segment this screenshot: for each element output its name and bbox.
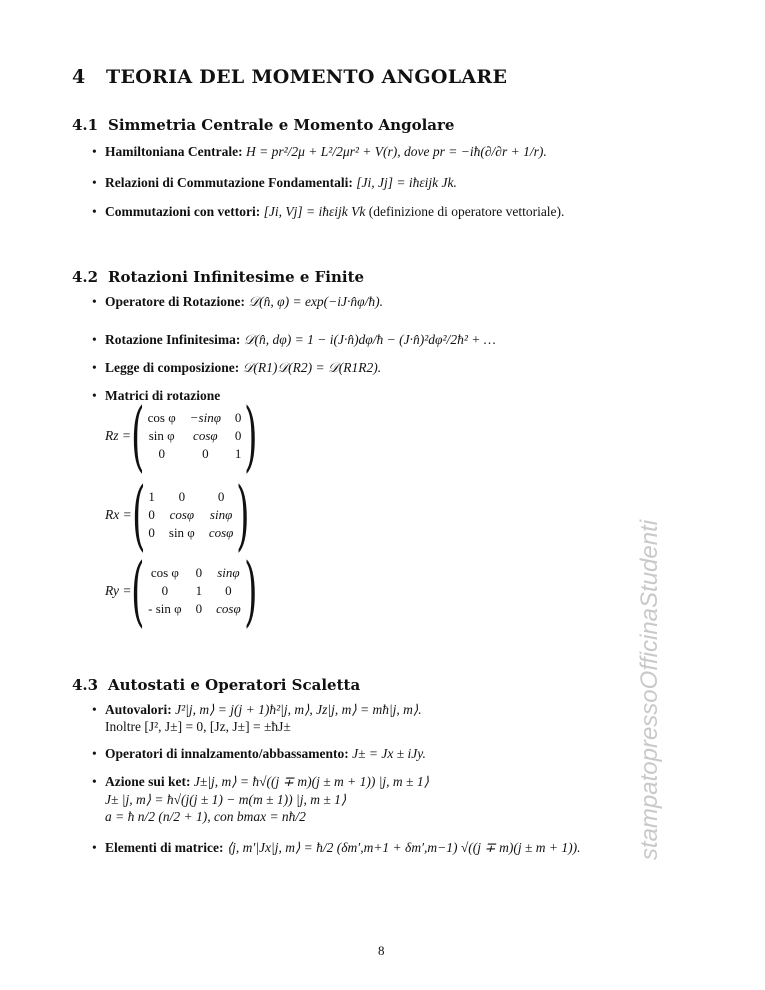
section-number: 4.2	[72, 268, 99, 286]
matrix-cell: 0	[178, 489, 186, 504]
item-label: Elementi di matrice:	[105, 840, 224, 855]
matrix-cell: 0	[158, 446, 165, 461]
item-label: Operatore di Rotazione:	[105, 294, 245, 309]
matrix-label: Rz =	[105, 428, 131, 443]
matrix-cell: cosφ	[216, 601, 241, 616]
formula: 𝒟(n̂, dφ) = 1 − i(J·n̂)dφ/ħ − (J·n̂)²dφ²/2ħ² + …	[243, 332, 496, 347]
section-heading	[72, 116, 454, 134]
chapter-heading	[72, 66, 507, 88]
item-label: Hamiltoniana Centrale:	[105, 144, 243, 159]
item-label: Legge di composizione:	[105, 360, 240, 375]
list-item: • Hamiltoniana Centrale: H = pr²/2μ + L²/2μr² + V(r), dove pr = −iħ(∂/∂r + 1/r).	[92, 144, 547, 159]
matrix-cell: cos φ	[147, 410, 176, 425]
formula-line: a = ħ n/2 (n/2 + 1), con bmax = nħ/2	[105, 809, 306, 824]
formula: J²|j, m⟩ = j(j + 1)ħ²|j, m⟩, Jz|j, m⟩ = mħ|j, m⟩.	[175, 702, 422, 717]
matrix-cell: sin φ	[168, 525, 195, 540]
list-item: • Azione sui ket: J±|j, m⟩ = ħ√((j ∓ m)(j ± m + 1)) |j, m ± 1⟩	[92, 774, 429, 789]
formula: H = pr²/2μ + L²/2μr² + V(r), dove pr = −iħ(∂/∂r + 1/r).	[246, 144, 547, 159]
matrix-cell: 0	[161, 583, 169, 598]
list-item: • Operatore di Rotazione: 𝒟(n̂, φ) = exp(−iJ·n̂φ/ħ).	[92, 294, 383, 309]
matrix-table	[141, 488, 240, 542]
formula: J± = Jx ± iJy.	[352, 746, 426, 761]
section-heading	[72, 676, 360, 694]
matrix-table	[141, 409, 249, 463]
formula: 𝒟(n̂, φ) = exp(−iJ·n̂φ/ħ).	[248, 294, 383, 309]
matrix-rz: Rz = ( cos φ −sinφ 0 sin φ cosφ 0 0 0 1 )	[105, 391, 258, 480]
watermark: stampatopressoOfficinaStudenti	[636, 519, 663, 861]
matrix-cell: cos φ	[150, 565, 179, 580]
formula-line: Inoltre [J², J±] = 0, [Jz, J±] = ±ħJ±	[105, 719, 291, 734]
chapter-number: 4	[72, 66, 86, 88]
formula: 𝒟(R1)𝒟(R2) = 𝒟(R1R2).	[242, 360, 382, 375]
section-title: Rotazioni Infinitesime e Finite	[108, 268, 365, 286]
matrix-cell: sinφ	[217, 565, 240, 580]
matrix-cell: 0	[195, 601, 203, 616]
item-label: Autovalori:	[105, 702, 172, 717]
item-label: Azione sui ket:	[105, 774, 191, 789]
formula: J±|j, m⟩ = ħ√((j ∓ m)(j ± m + 1)) |j, m ± 1⟩	[193, 774, 429, 789]
item-label: Commutazioni con vettori:	[105, 204, 261, 219]
section-heading	[72, 268, 364, 286]
matrix-cell: 0	[148, 507, 155, 522]
formula: ⟨j, m′|Jx|j, m⟩ = ħ/2 (δm′,m+1 + δm′,m−1) √((j ∓ m)(j ± m + 1)).	[226, 840, 581, 855]
matrix-cell: cosφ	[169, 507, 195, 522]
item-label: Matrici di rotazione	[105, 388, 221, 403]
item-label: Relazioni di Commutazione Fondamentali:	[105, 175, 353, 190]
matrix-label: Ry =	[105, 583, 132, 598]
item-label: Rotazione Infinitesima:	[105, 332, 241, 347]
section-title: Simmetria Centrale e Momento Angolare	[108, 116, 455, 134]
matrix-cell: 0	[234, 428, 242, 443]
section-number: 4.1	[72, 116, 99, 134]
matrix-ry: Ry = ( cos φ 0 sinφ 0 1 0 - sin φ 0 cosφ )	[105, 546, 258, 635]
list-item: • Relazioni di Commutazione Fondamentali: [Ji, Jj] = iħεijk Jk.	[92, 175, 457, 190]
matrix-rx: Rx = ( 1 0 0 0 cosφ sinφ 0 sin φ cosφ )	[105, 470, 250, 559]
list-item: • Matrici di rotazione	[92, 388, 221, 403]
item-label: Operatori di innalzamento/abbassamento:	[105, 746, 349, 761]
matrix-cell: 1	[148, 489, 155, 504]
matrix-cell: 0	[225, 583, 232, 598]
list-item: • Legge di composizione: 𝒟(R1)𝒟(R2) = 𝒟(R1R2).	[92, 360, 382, 375]
formula: [Ji, Jj] = iħεijk Jk.	[356, 175, 457, 190]
chapter-title: TEORIA DEL MOMENTO ANGOLARE	[106, 66, 508, 88]
matrix-cell: 0	[202, 446, 209, 461]
matrix-cell: 0	[234, 410, 242, 425]
formula: [Ji, Vj] = iħεijk Vk	[263, 204, 366, 219]
list-item: • Autovalori: J²|j, m⟩ = j(j + 1)ħ²|j, m⟩, Jz|j, m⟩ = mħ|j, m⟩.	[92, 702, 422, 717]
matrix-cell: sin φ	[148, 428, 175, 443]
matrix-cell: 1	[195, 583, 203, 598]
matrix-cell: −sinφ	[189, 410, 221, 425]
formula-line: J± |j, m⟩ = ħ√(j(j ± 1) − m(m ± 1)) |j, m ± 1⟩	[105, 792, 347, 807]
section-number: 4.3	[72, 676, 99, 694]
list-item: • Commutazioni con vettori: [Ji, Vj] = iħεijk Vk (definizione di operatore vettoriale).	[92, 204, 565, 219]
matrix-cell: 1	[234, 446, 242, 461]
list-item: • Operatori di innalzamento/abbassamento: J± = Jx ± iJy.	[92, 746, 426, 761]
matrix-cell: - sin φ	[148, 601, 182, 616]
page-number: 8	[378, 943, 385, 958]
matrix-cell: sinφ	[209, 507, 233, 522]
list-item: • Rotazione Infinitesima: 𝒟(n̂, dφ) = 1 − i(J·n̂)dφ/ħ − (J·n̂)²dφ²/2ħ² + …	[92, 332, 496, 347]
matrix-cell: 0	[217, 489, 225, 504]
item-text: (definizione di operatore vettoriale).	[368, 204, 565, 219]
matrix-table	[141, 564, 248, 618]
matrix-cell: 0	[148, 525, 155, 540]
matrix-cell: cosφ	[193, 428, 218, 443]
list-item: • Elementi di matrice: ⟨j, m′|Jx|j, m⟩ = ħ/2 (δm′,m+1 + δm′,m−1) √((j ∓ m)(j ± m + 1)).	[92, 840, 581, 855]
matrix-cell: cosφ	[208, 525, 234, 540]
section-title: Autostati e Operatori Scaletta	[108, 676, 361, 694]
matrix-label: Rx =	[105, 507, 132, 522]
matrix-cell: 0	[195, 565, 203, 580]
